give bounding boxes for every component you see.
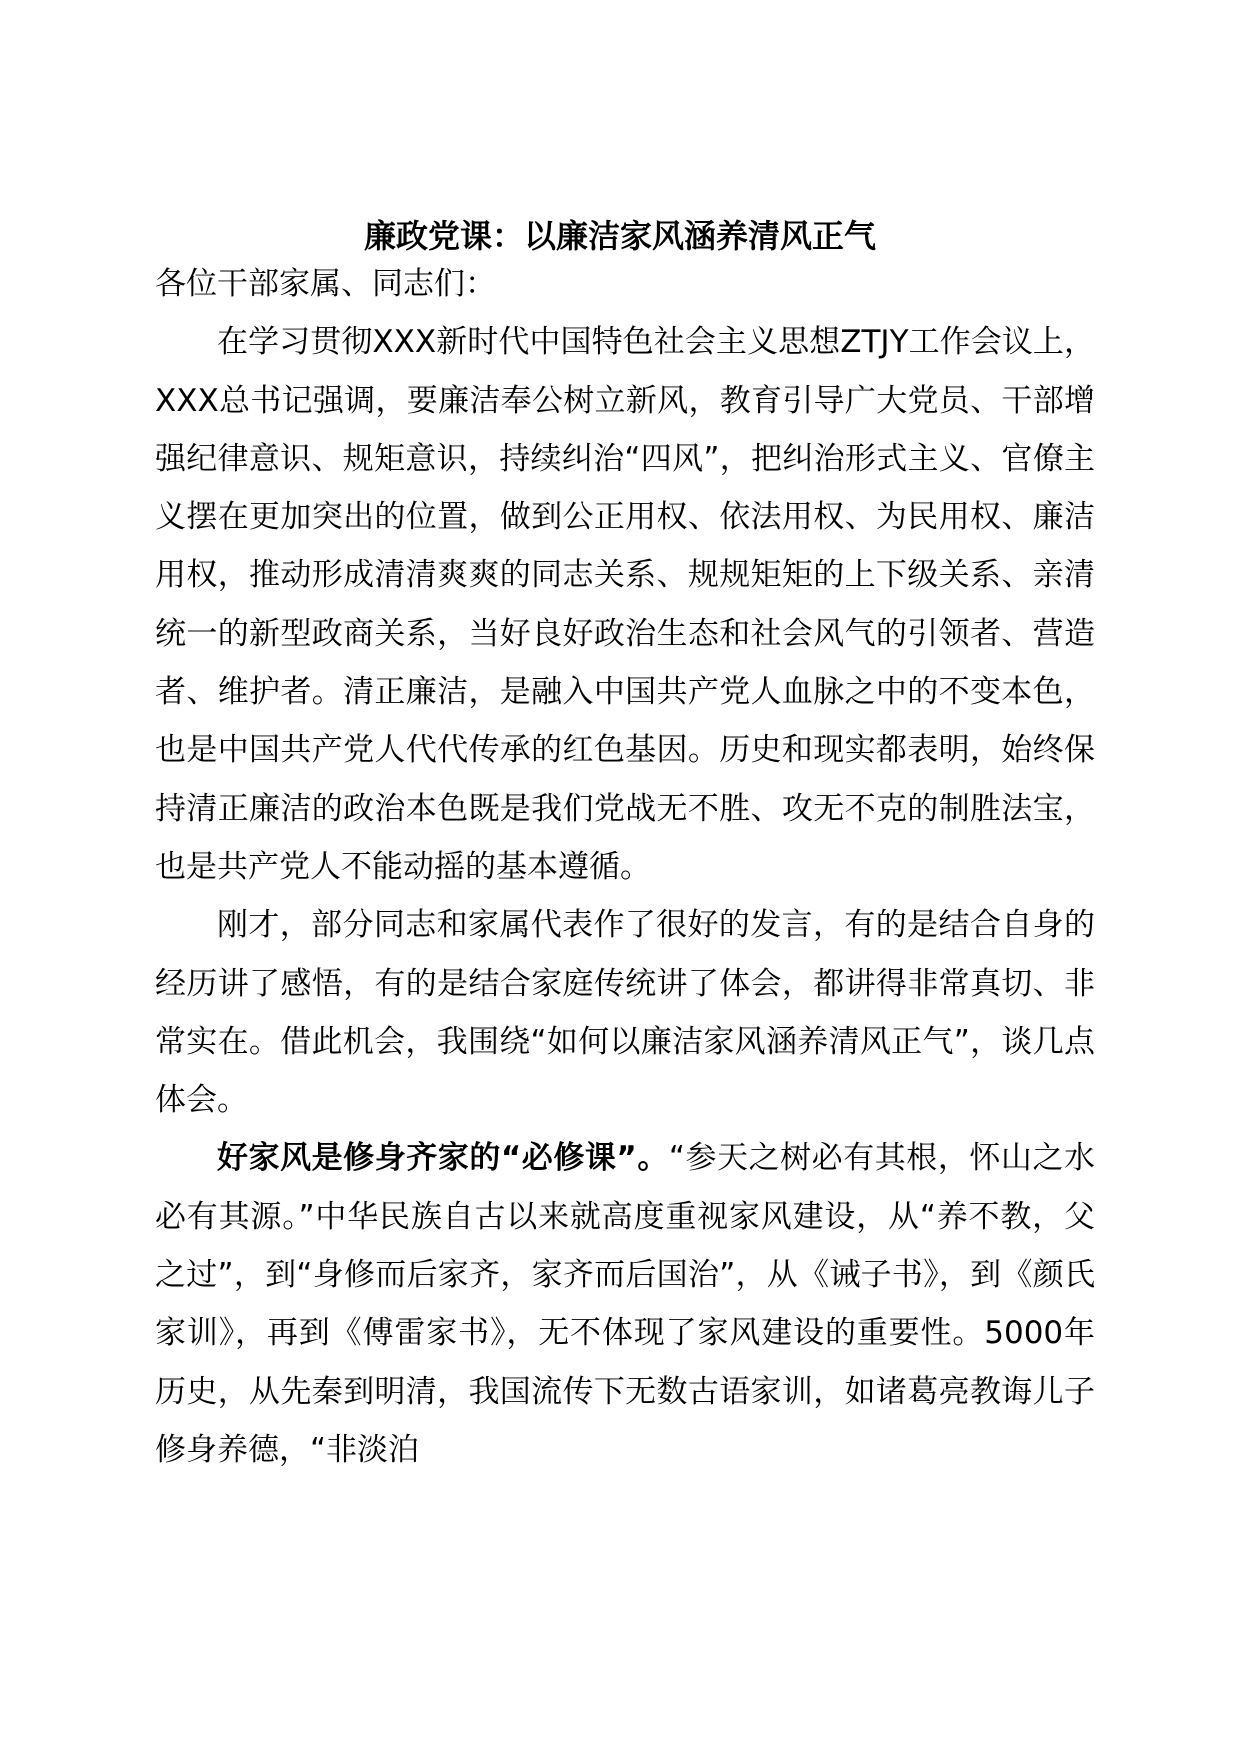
document-body [155, 255, 1095, 1479]
paragraph-1 [155, 313, 1095, 896]
paragraph-3 [155, 1129, 1095, 1479]
paragraph-3-lead: 好家风是修身齐家的“必修课”。 [217, 1140, 669, 1177]
greeting-line: 各位干部家属、同志们： [155, 266, 496, 302]
document-title: 廉政党课：以廉洁家风涵养清风正气 [363, 217, 876, 255]
paragraph-3-text: “参天之树必有其根，怀山之水必有其源。”中华民族自古以来就高度重视家风建设，从“养不教，父之过”，到“身修而后家齐，家齐而后国治”，从《诫子书》，到《颜氏家训》，再到《傅雷家书》，无不体现了家风建设的重要性。5000年历史，从先秦到明清，我国流传下无数古语家训，如诸葛亮教诲儿子修身养德，“非淡泊 [155, 1140, 1096, 1468]
paragraph-2-text: 刚才，部分同志和家属代表作了很好的发言，有的是结合自身的经历讲了感悟，有的是结合家庭传统讲了体会，都讲得非常真切、非常实在。借此机会，我围绕“如何以廉洁家风涵养清风正气”，谈几点体会。 [155, 907, 1095, 1119]
paragraph-2 [155, 896, 1095, 1129]
paragraph-1-text: 在学习贯彻XXX新时代中国特色社会主义思想ZTJY工作会议上，XXX总书记强调，要廉洁奉公树立新风，教育引导广大党员、干部增强纪律意识、规矩意识，持续纠治“四风”，把纠治形式主义、官僚主义摆在更加突出的位置，做到公正用权、依法用权、为民用权、廉洁用权，推动形成清清爽爽的同志关系、规规矩矩的上下级关系、亲清统一的新型政商关系，当好良好政治生态和社会风气的引领者、营造者、维护者。清正廉洁，是融入中国共产党人血脉之中的不变本色，也是中国共产党人代代传承的红色基因。历史和现实都表明，始终保持清正廉洁的政治本色既是我们党战无不胜、攻无不克的制胜法宝，也是共产党人不能动摇的基本遵循。 [155, 324, 1095, 885]
